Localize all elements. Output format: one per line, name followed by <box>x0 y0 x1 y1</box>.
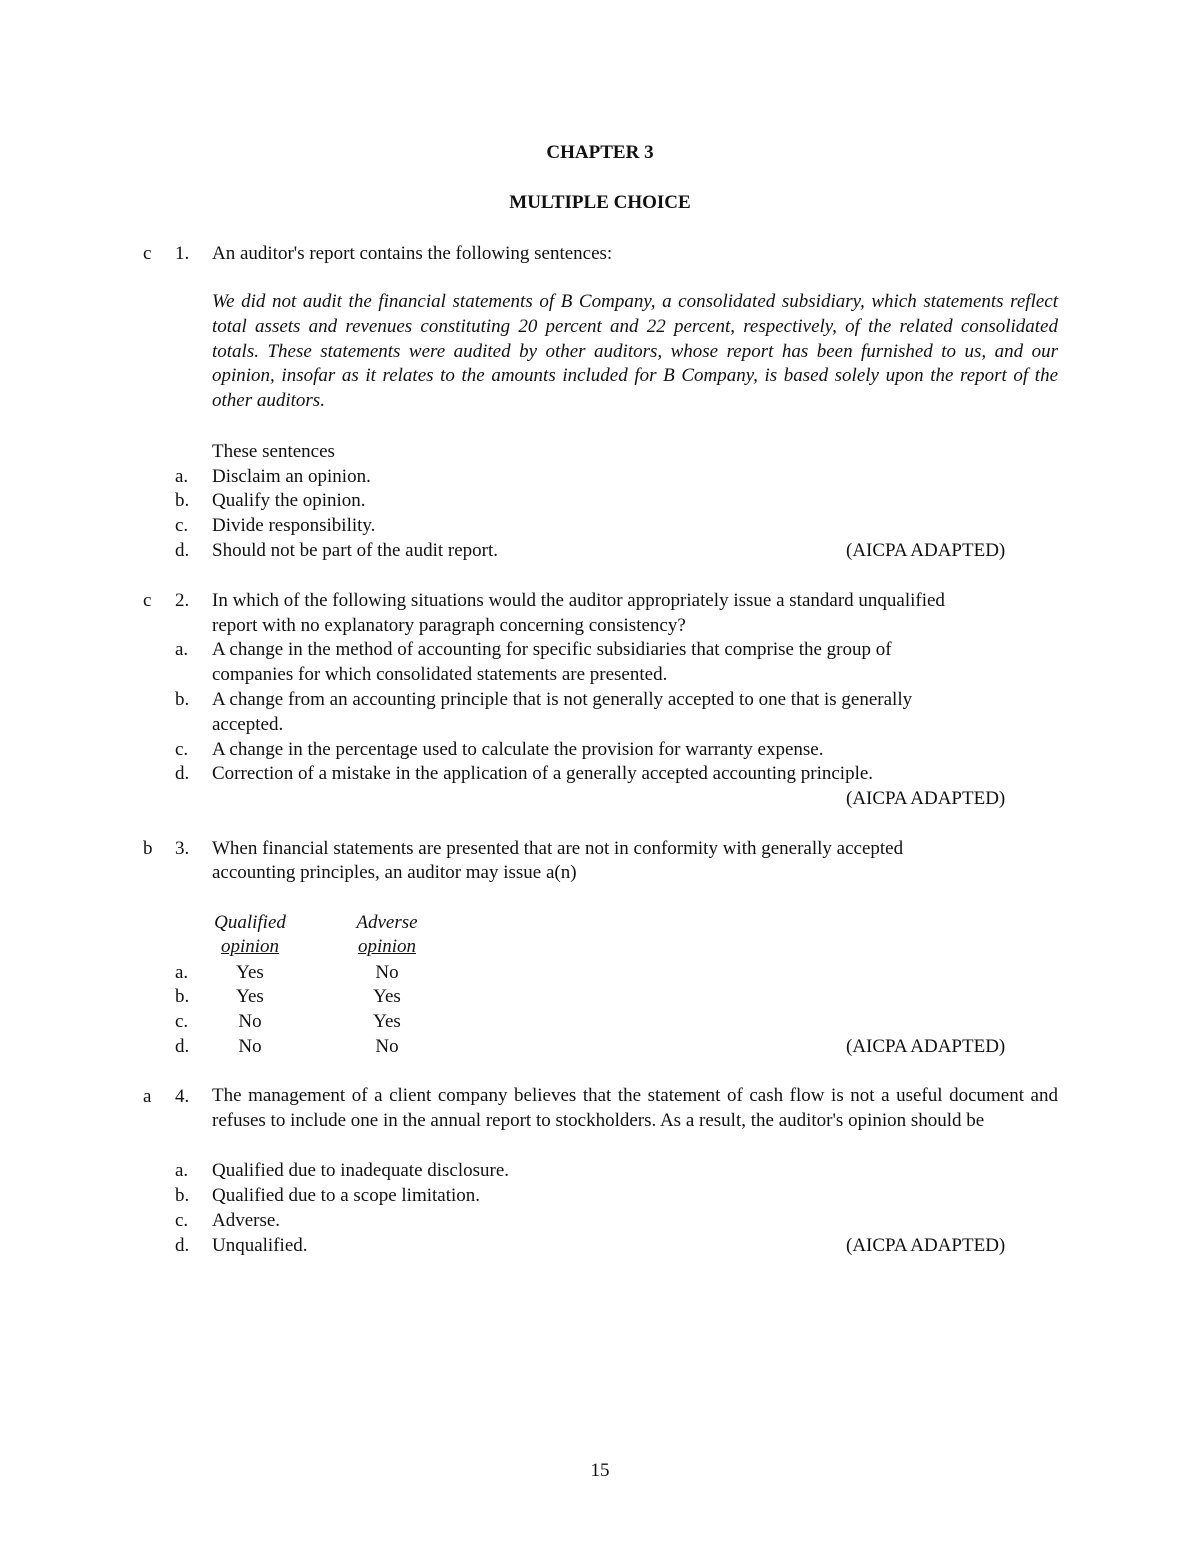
answer-key: a <box>143 1086 152 1107</box>
question-stem-line: report with no explanatory paragraph concerning consistency? <box>212 615 686 636</box>
option-letter: d. <box>175 540 190 561</box>
option-letter: a. <box>175 466 189 487</box>
section-title: MULTIPLE CHOICE <box>509 192 691 213</box>
option-text-line: A change from an accounting principle that is not generally accepted to one that is generally <box>212 689 913 710</box>
option-letter: c. <box>175 515 189 536</box>
source-label: (AICPA ADAPTED) <box>846 788 1006 809</box>
table-cell-adverse: No <box>375 1036 399 1057</box>
table-cell-qualified: No <box>238 1011 262 1032</box>
table-row-letter: b. <box>175 986 190 1007</box>
option-text-line: companies for which consolidated statements are presented. <box>212 664 668 685</box>
option-letter: b. <box>175 1185 190 1206</box>
table-header-qualified-sub: opinion <box>220 936 280 957</box>
answer-key: c <box>143 243 152 264</box>
option-text: Adverse. <box>212 1210 281 1231</box>
option-text: Qualified due to a scope limitation. <box>212 1185 481 1206</box>
question-stem: An auditor's report contains the following sentences: <box>212 243 613 264</box>
option-letter: b. <box>175 689 190 710</box>
source-label: (AICPA ADAPTED) <box>846 1036 1006 1057</box>
table-cell-adverse: Yes <box>373 1011 401 1032</box>
option-text: Divide responsibility. <box>212 515 376 536</box>
table-cell-qualified: Yes <box>236 962 264 983</box>
table-cell-qualified: Yes <box>236 986 264 1007</box>
page-number: 15 <box>590 1460 610 1481</box>
source-label: (AICPA ADAPTED) <box>846 1235 1006 1256</box>
option-letter: d. <box>175 1235 190 1256</box>
quoted-sentences: We did not audit the financial statements of B Company, a consolidated subsidiary, which statements reflect total assets and revenues constituting 20 percent and 22 percent, respectively, of the related consolidated totals. These statements were audited by other auditors, whose report has been furnished to us, and our opinion, insofar as it relates to the amounts included for B Company, is based solely upon the report of the other auditors. <box>212 291 1058 412</box>
option-text-line: Correction of a mistake in the application of a generally accepted accounting principle. <box>212 763 874 784</box>
option-letter: c. <box>175 739 189 760</box>
chapter-title: CHAPTER 3 <box>546 142 654 163</box>
option-text: Should not be part of the audit report. <box>212 540 498 561</box>
option-text: Unqualified. <box>212 1235 308 1256</box>
table-cell-qualified: No <box>238 1036 262 1057</box>
option-text: Disclaim an opinion. <box>212 466 371 487</box>
table-cell-adverse: Yes <box>373 986 401 1007</box>
option-letter: a. <box>175 639 189 660</box>
option-letter: d. <box>175 763 190 784</box>
answer-key: c <box>143 590 152 611</box>
table-row-letter: a. <box>175 962 189 983</box>
answer-key: b <box>143 838 153 859</box>
table-row-letter: d. <box>175 1036 190 1057</box>
question-stem-line: When financial statements are presented that are not in conformity with generally accepted <box>212 838 904 859</box>
option-text-line: A change in the method of accounting for specific subsidiaries that comprise the group of <box>212 639 892 660</box>
option-text-line: accepted. <box>212 714 284 735</box>
question-stem-line: In which of the following situations would the auditor appropriately issue a standard unqualified <box>212 590 945 611</box>
option-text-line: A change in the percentage used to calculate the provision for warranty expense. <box>212 739 824 760</box>
table-cell-adverse: No <box>375 962 399 983</box>
option-text: Qualify the opinion. <box>212 490 366 511</box>
source-label: (AICPA ADAPTED) <box>846 540 1006 561</box>
question-stem-line: accounting principles, an auditor may issue a(n) <box>212 862 577 883</box>
table-header-adverse: Adverse <box>356 912 418 933</box>
table-header-qualified: Qualified <box>214 912 286 933</box>
question-lead: These sentences <box>212 441 335 462</box>
question-number: 4. <box>175 1086 190 1107</box>
option-letter: b. <box>175 490 190 511</box>
question-stem: The management of a client company believes that the statement of cash flow is not a useful document and refuses to include one in the annual report to stockholders. As a result, the auditor's opinion should be <box>212 1085 1058 1131</box>
option-letter: c. <box>175 1210 189 1231</box>
question-number: 2. <box>175 590 190 611</box>
table-row-letter: c. <box>175 1011 189 1032</box>
option-letter: a. <box>175 1160 189 1181</box>
question-number: 1. <box>175 243 190 264</box>
option-text: Qualified due to inadequate disclosure. <box>212 1160 510 1181</box>
table-header-adverse-sub: opinion <box>357 936 417 957</box>
question-number: 3. <box>175 838 190 859</box>
